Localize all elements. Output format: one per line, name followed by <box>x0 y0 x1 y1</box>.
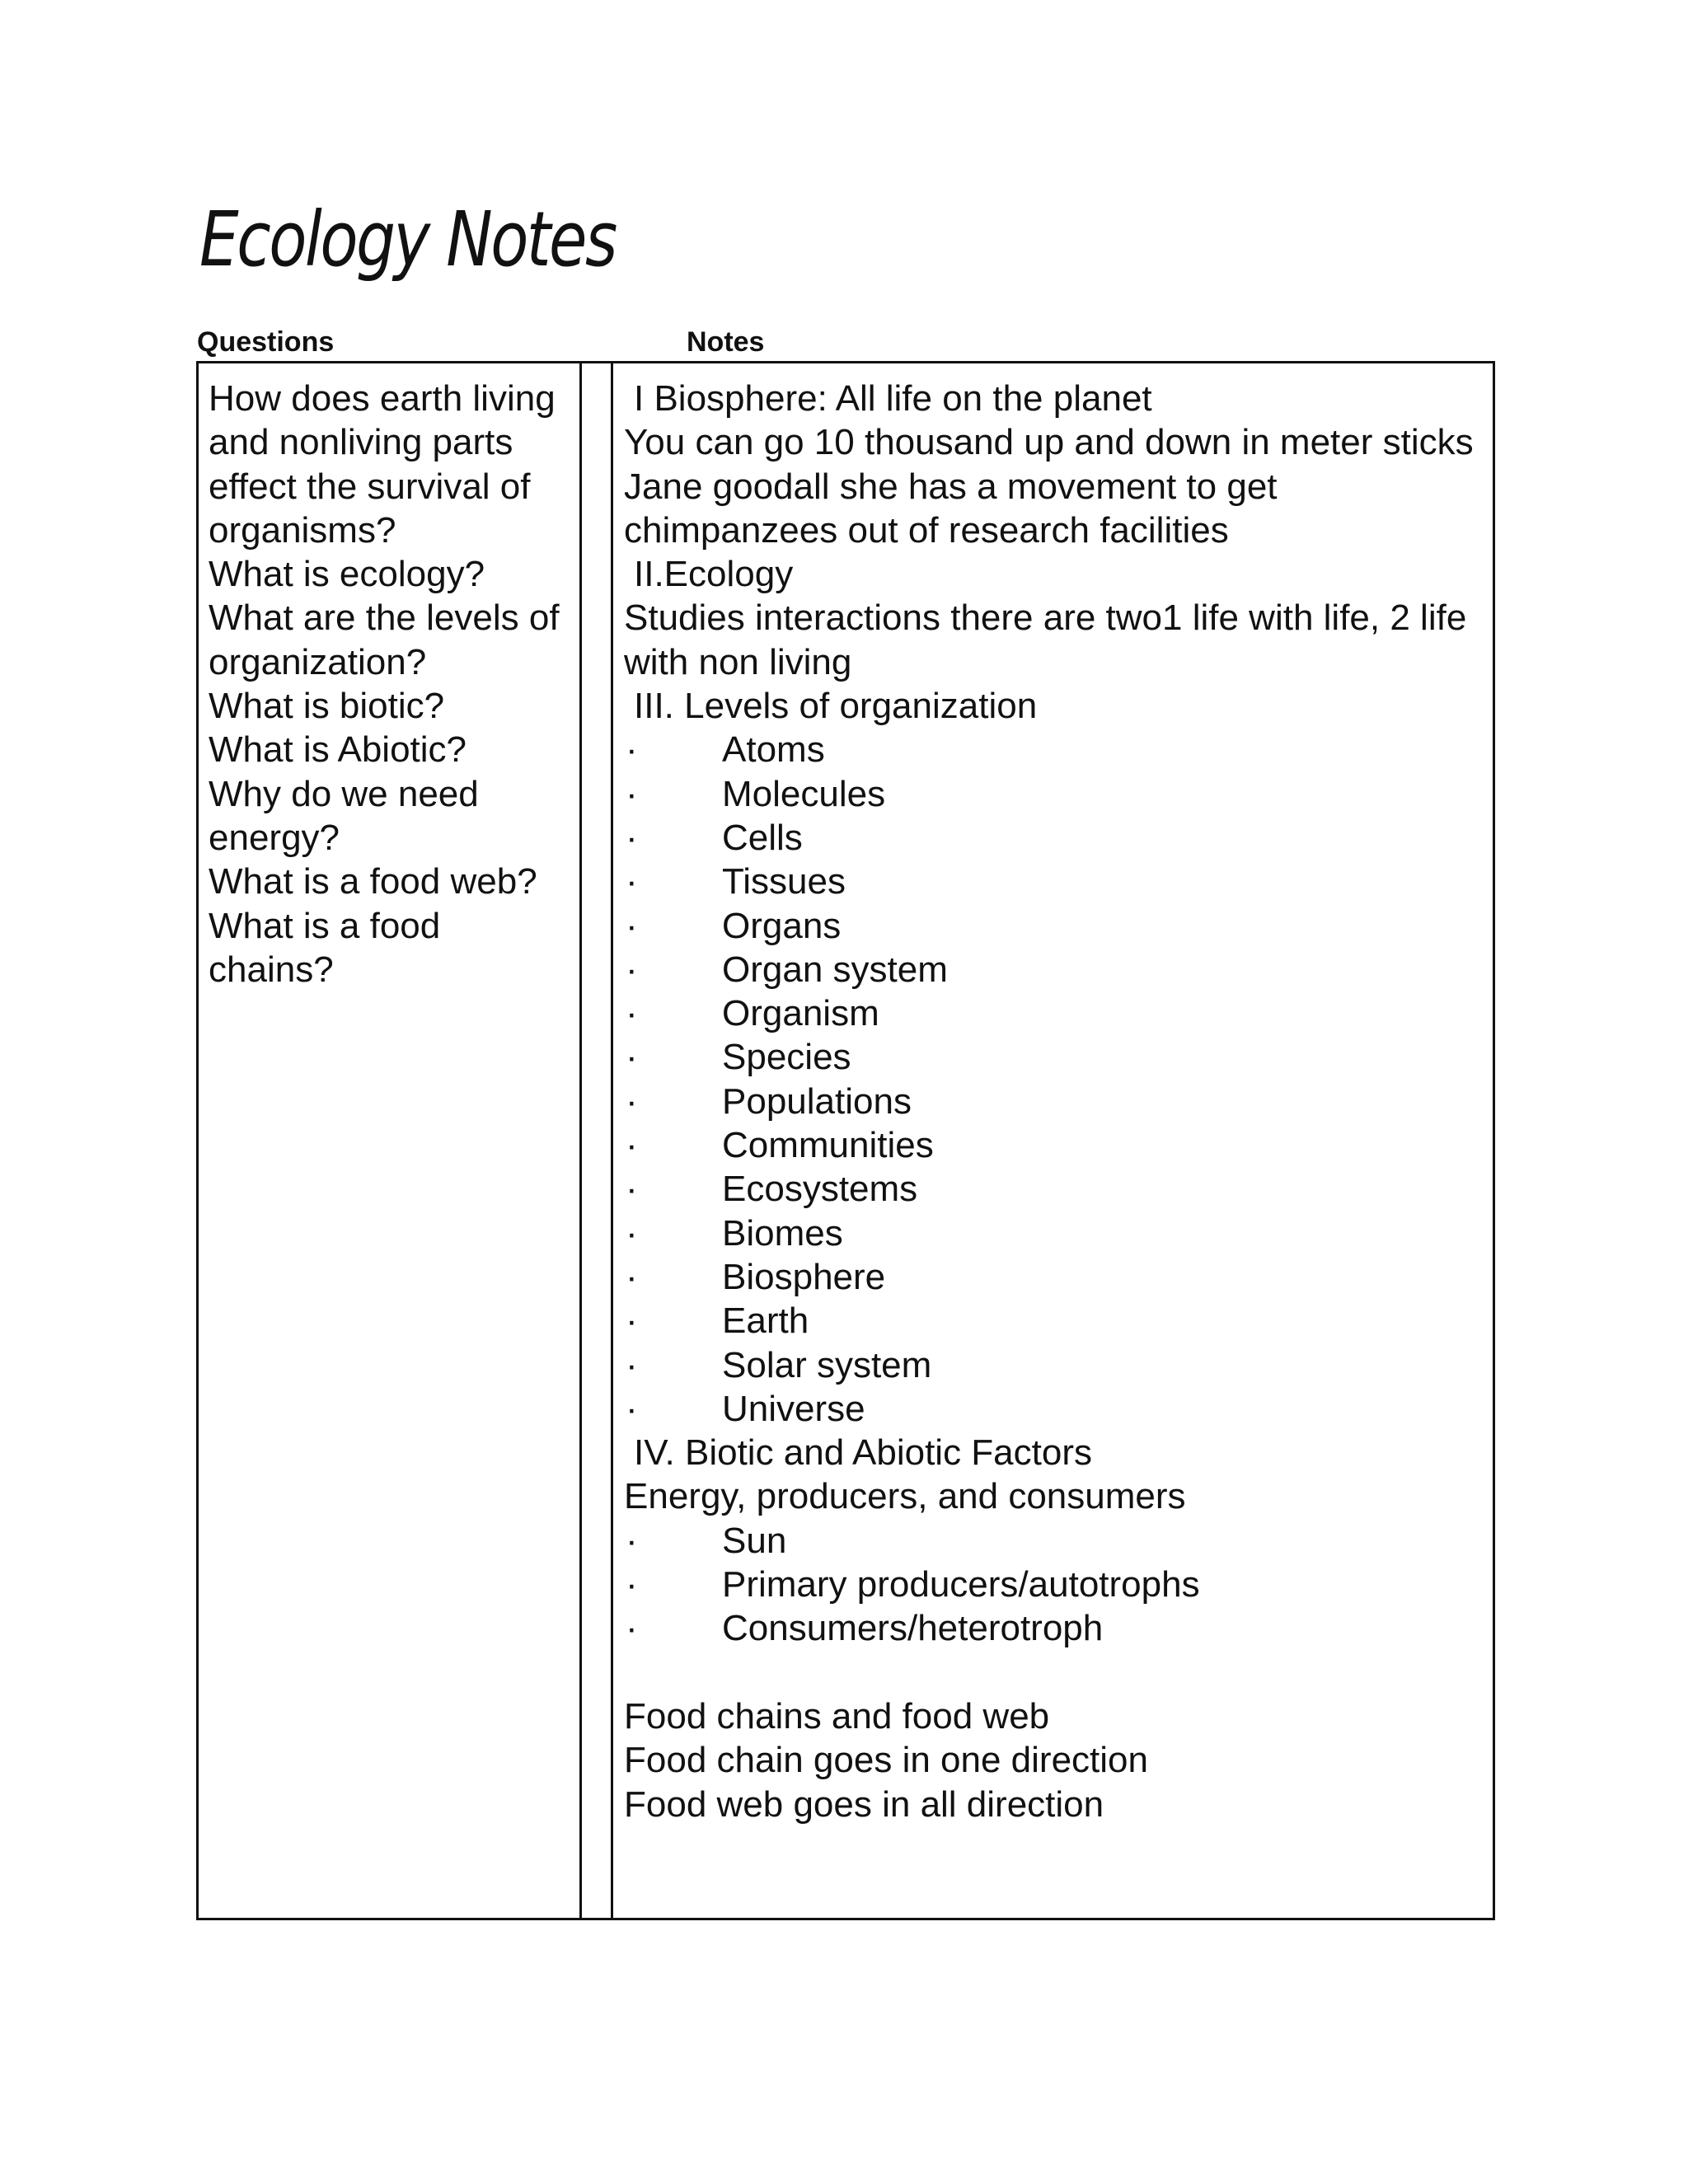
bullet-icon: · <box>626 1256 638 1297</box>
bullet-icon: · <box>626 729 638 771</box>
section-heading-levels: III. Levels of organization <box>634 686 1038 727</box>
note-line: You can go 10 thousand up and down in meter sticks <box>624 422 1474 463</box>
section-heading-factors: IV. Biotic and Abiotic Factors <box>634 1432 1092 1474</box>
list-item <box>624 948 1489 991</box>
question-item: What is a food chains? <box>209 905 441 990</box>
bullet-icon: · <box>626 773 638 814</box>
note-line: Food chains and food web <box>624 1695 1050 1736</box>
list-item <box>624 772 1489 816</box>
list-item-label: Organs <box>722 905 842 946</box>
list-item-label: Organism <box>722 993 879 1034</box>
question-item: Why do we need energy? <box>209 773 479 858</box>
page-title: Ecology Notes <box>199 195 616 284</box>
bullet-icon: · <box>626 1344 638 1385</box>
list-item-label: Biomes <box>722 1212 843 1254</box>
bullet-icon: · <box>626 993 638 1034</box>
list-item <box>624 1255 1489 1299</box>
notes-column-header: Notes <box>687 326 765 358</box>
question-item: What is ecology? <box>209 554 485 595</box>
list-item-label: Cells <box>722 817 803 858</box>
list-item-label: Consumers/heterotroph <box>722 1608 1104 1649</box>
list-item-label: Populations <box>722 1080 912 1122</box>
note-line: Jane goodall she has a movement to get chimpanzees out of research facilities <box>624 466 1278 551</box>
bullet-icon: · <box>626 1037 638 1078</box>
list-item <box>624 816 1489 860</box>
list-item <box>624 991 1489 1035</box>
bullet-icon: · <box>626 817 638 858</box>
bullet-icon: · <box>626 1564 638 1605</box>
section-heading-biosphere: I Biosphere: All life on the planet <box>634 378 1152 419</box>
list-item-label: Solar system <box>722 1344 932 1385</box>
list-item-label: Universe <box>722 1388 865 1429</box>
list-item-label: Sun <box>722 1520 787 1561</box>
list-item <box>624 860 1489 903</box>
notes-table <box>196 361 1495 1920</box>
list-item <box>624 1080 1489 1123</box>
list-item-label: Atoms <box>722 729 825 771</box>
question-item: What is Abiotic? <box>209 729 467 771</box>
question-item: What is a food web? <box>209 861 537 902</box>
note-line: Food chain goes in one direction <box>624 1740 1148 1781</box>
bullet-icon: · <box>626 1125 638 1166</box>
question-item: What is biotic? <box>209 686 445 727</box>
column-divider-right <box>611 363 613 1918</box>
list-item <box>624 1299 1489 1343</box>
section-heading-ecology: II.Ecology <box>634 554 794 595</box>
bullet-icon: · <box>626 949 638 990</box>
note-line: Food web goes in all direction <box>624 1783 1104 1825</box>
list-item-label: Molecules <box>722 773 886 814</box>
bullet-icon: · <box>626 1169 638 1210</box>
list-item-label: Ecosystems <box>722 1169 918 1210</box>
list-item-label: Tissues <box>722 861 846 902</box>
list-item <box>624 904 1489 948</box>
list-item <box>624 1519 1489 1563</box>
list-item <box>624 1343 1489 1387</box>
note-line: Energy, producers, and consumers <box>624 1476 1186 1517</box>
list-item-label: Organ system <box>722 949 948 990</box>
question-item: What are the levels of organization? <box>209 598 560 682</box>
bullet-icon: · <box>626 861 638 902</box>
list-item <box>624 1123 1489 1167</box>
list-item-label: Earth <box>722 1301 809 1342</box>
list-item <box>624 1387 1489 1431</box>
questions-column <box>209 377 571 991</box>
question-item: How does earth living and nonliving parts effect the survival of organisms? <box>209 378 556 551</box>
column-divider-left <box>579 363 582 1918</box>
bullet-icon: · <box>626 1212 638 1254</box>
questions-column-header: Questions <box>197 326 335 358</box>
bullet-icon: · <box>626 1301 638 1342</box>
bullet-icon: · <box>626 1608 638 1649</box>
bullet-icon: · <box>626 1080 638 1122</box>
bullet-icon: · <box>626 1388 638 1429</box>
list-item <box>624 1563 1489 1606</box>
bullet-icon: · <box>626 1520 638 1561</box>
list-item-label: Species <box>722 1037 851 1078</box>
list-item-label: Communities <box>722 1125 934 1166</box>
note-line: Studies interactions there are two1 life with life, 2 life with non living <box>624 598 1467 682</box>
list-item <box>624 1167 1489 1211</box>
list-item <box>624 1606 1489 1650</box>
list-item-label: Primary producers/autotrophs <box>722 1564 1200 1605</box>
list-item <box>624 1035 1489 1079</box>
blank-line <box>624 1651 1489 1694</box>
list-item-label: Biosphere <box>722 1256 886 1297</box>
list-item <box>624 1212 1489 1255</box>
list-item <box>624 728 1489 771</box>
notes-column <box>624 377 1489 1826</box>
bullet-icon: · <box>626 905 638 946</box>
